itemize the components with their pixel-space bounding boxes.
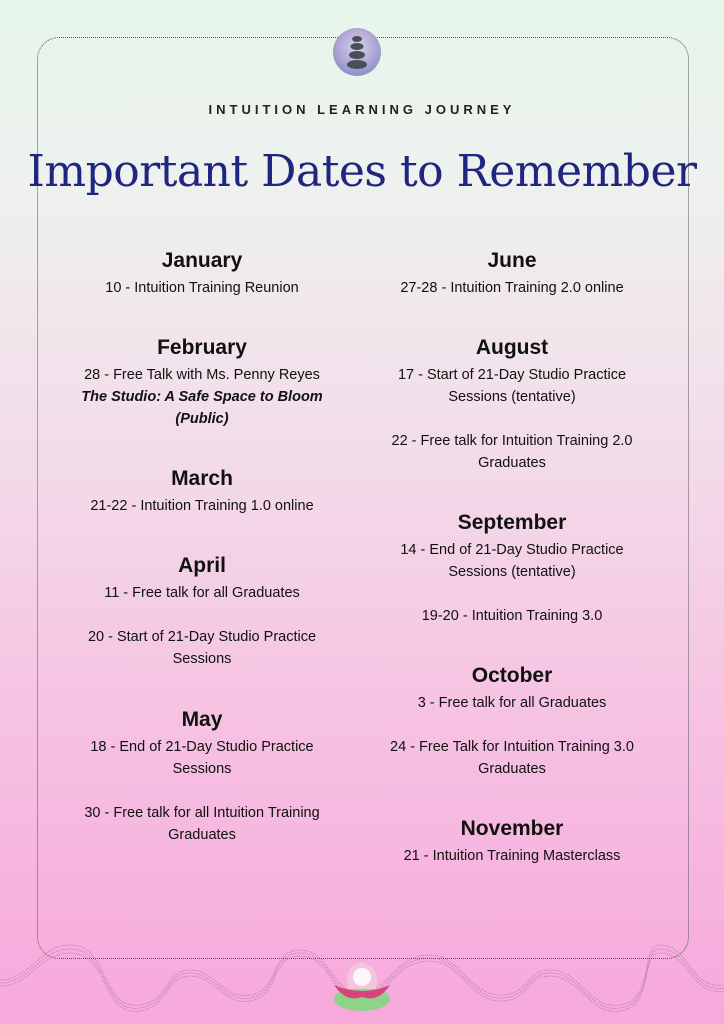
month-january: [42, 247, 362, 299]
date-entry: 18 - End of 21-Day Studio Practice Sessions: [90, 739, 314, 777]
date-entry: 21 - Intuition Training Masterclass: [403, 848, 621, 864]
date-entry: 11 - Free talk for all Graduates: [104, 585, 300, 601]
month-heading: March: [171, 467, 233, 490]
month-heading: August: [475, 336, 549, 359]
month-heading: May: [181, 708, 223, 731]
lotus-flower-icon: [326, 955, 398, 1015]
date-entry: 30 - Free talk for all Intuition Training Graduates: [84, 805, 320, 843]
month-august: [352, 334, 672, 474]
date-entry: 21-22 - Intuition Training 1.0 online: [90, 498, 314, 514]
month-heading: April: [178, 554, 226, 577]
date-entry: 28 - Free Talk with Ms. Penny Reyes The Studio: A Safe Space to Bloom (Public): [81, 367, 323, 427]
date-entry: 19-20 - Intuition Training 3.0: [421, 608, 603, 624]
event-subtitle: The Studio: A Safe Space to Bloom: [81, 389, 323, 405]
month-june: [352, 247, 672, 299]
date-entry: 27-28 - Intuition Training 2.0 online: [400, 280, 624, 296]
month-heading: October: [471, 664, 553, 687]
month-heading: January: [161, 249, 243, 272]
month-february: [42, 334, 362, 430]
month-october: [352, 662, 672, 780]
date-entry: 10 - Intuition Training Reunion: [105, 280, 299, 296]
month-september: [352, 509, 672, 627]
date-entry: 20 - Start of 21-Day Studio Practice Sessions: [87, 629, 317, 667]
month-november: [352, 815, 672, 867]
kalipay-wellness-logo: [333, 28, 381, 76]
month-heading: June: [487, 249, 537, 272]
kicker: INTUITION LEARNING JOURNEY: [208, 102, 516, 117]
month-march: [42, 465, 362, 517]
month-heading: November: [460, 817, 564, 840]
date-entry: 17 - Start of 21-Day Studio Practice Sessions (tentative): [397, 367, 627, 405]
date-entry: 22 - Free talk for Intuition Training 2.0 Graduates: [391, 433, 633, 471]
page-title: Important Dates to Remember: [27, 146, 697, 197]
month-heading: February: [157, 336, 247, 359]
month-may: [42, 706, 362, 846]
date-entry: 24 - Free Talk for Intuition Training 3.0 Graduates: [390, 739, 634, 777]
date-entry: 3 - Free talk for all Graduates: [417, 695, 607, 711]
date-entry: 14 - End of 21-Day Studio Practice Sessions (tentative): [400, 542, 624, 580]
month-april: [42, 552, 362, 670]
month-heading: September: [457, 511, 567, 534]
